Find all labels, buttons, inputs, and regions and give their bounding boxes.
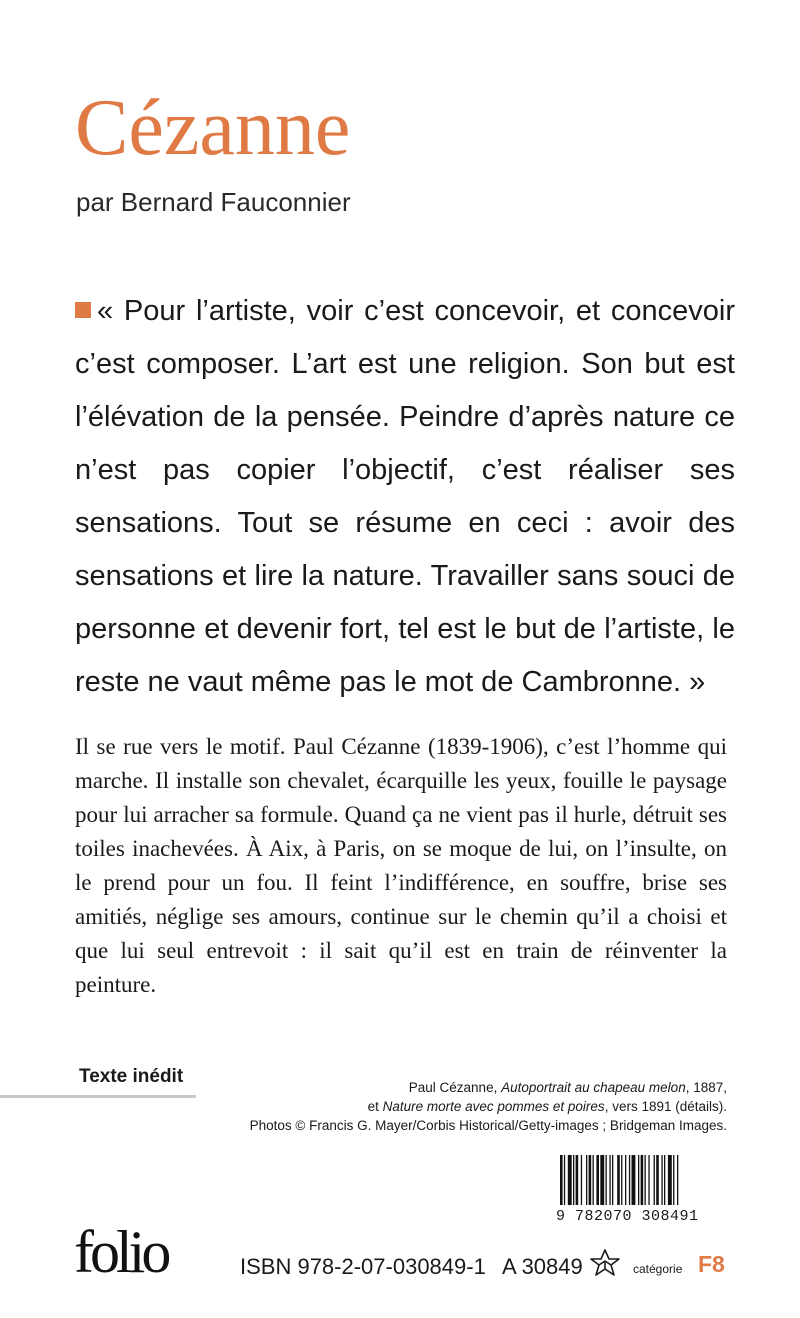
photo-credits bbox=[167, 1078, 727, 1135]
author-line: par Bernard Fauconnier bbox=[76, 187, 351, 217]
barcode-bar bbox=[609, 1155, 610, 1205]
barcode-bar bbox=[677, 1155, 678, 1205]
isbn-number: ISBN 978-2-07-030849-1 bbox=[240, 1254, 486, 1279]
categorie-label: catégorie bbox=[633, 1262, 683, 1276]
barcode-bar bbox=[664, 1155, 665, 1205]
barcode-bar bbox=[581, 1155, 582, 1205]
gallimard-star-icon bbox=[588, 1247, 622, 1281]
barcode-bar bbox=[576, 1155, 579, 1205]
book-title: Cézanne bbox=[75, 84, 351, 172]
barcode-bar bbox=[586, 1155, 587, 1205]
barcode-bar bbox=[645, 1155, 646, 1205]
credit-line-1: Paul Cézanne, Autoportrait au chapeau melon, 1887, bbox=[408, 1080, 727, 1095]
barcode-digits: 9 782070 308491 bbox=[556, 1208, 699, 1225]
barcode-bar bbox=[593, 1155, 594, 1205]
credit-line-3: Photos © Francis G. Mayer/Corbis Historical/Getty-images ; Bridgeman Images. bbox=[249, 1118, 727, 1133]
barcode-bar bbox=[673, 1155, 674, 1205]
barcode-bar bbox=[564, 1155, 565, 1205]
barcode-bar bbox=[617, 1155, 620, 1205]
barcode-bar bbox=[589, 1155, 592, 1205]
categorie-code: F8 bbox=[698, 1251, 725, 1277]
reference-number: A 30849 bbox=[502, 1254, 583, 1279]
barcode-icon bbox=[560, 1155, 728, 1205]
folio-logo: folio bbox=[74, 1219, 168, 1285]
barcode-bar bbox=[568, 1155, 572, 1205]
barcode-bar bbox=[629, 1155, 630, 1205]
barcode-bar bbox=[621, 1155, 622, 1205]
quote-block bbox=[75, 285, 735, 709]
credit-line-2: et Nature morte avec pommes et poires, vers 1891 (détails). bbox=[367, 1099, 727, 1114]
barcode-bar bbox=[638, 1155, 639, 1205]
quote-text: « Pour l’artiste, voir c’est concevoir, et concevoir c’est composer. L’art est une religion. Son but est l’élévation de la pensée. Peindre d’après nature ce n’est pas copier l’objectif, c’est réaliser ses sensations. Tout se résume en ceci : avoir des sensations et lire la nature. Travailler sans souci de personne et devenir fort, tel est le but de l’artiste, le reste ne vaut même pas le mot de Cambronne. » bbox=[75, 295, 735, 698]
barcode-bar bbox=[600, 1155, 604, 1205]
barcode-bar bbox=[573, 1155, 574, 1205]
barcode-bar bbox=[632, 1155, 636, 1205]
barcode-bar bbox=[596, 1155, 599, 1205]
barcode-bar bbox=[648, 1155, 649, 1205]
barcode-bar bbox=[560, 1155, 563, 1205]
barcode-bar bbox=[625, 1155, 626, 1205]
texte-inedit-label: Texte inédit bbox=[79, 1066, 184, 1087]
barcode-bar bbox=[606, 1155, 607, 1205]
barcode-bar bbox=[661, 1155, 662, 1205]
barcode-bar bbox=[612, 1155, 613, 1205]
blurb-paragraph: Il se rue vers le motif. Paul Cézanne (1839-1906), c’est l’homme qui marche. Il installe son chevalet, écarquille les yeux, fouille le paysage pour lui arracher sa formule. Quand ça ne vient pas il hurle, détruit ses toiles inachevées. À Aix, à Paris, on se moque de lui, on l’insulte, on le prend pour un fou. Il feint l’indifférence, en souffre, brise ses amitiés, néglige ses amours, continue sur le chemin qu’il a choisi et que lui seul entrevoit : il sait qu’il est en train de réinventer la peinture. bbox=[75, 734, 727, 997]
barcode-bar bbox=[654, 1155, 655, 1205]
orange-square-bullet-icon bbox=[75, 302, 91, 318]
barcode-bar bbox=[656, 1155, 659, 1205]
barcode-bar bbox=[641, 1155, 644, 1205]
barcode-bar bbox=[668, 1155, 672, 1205]
